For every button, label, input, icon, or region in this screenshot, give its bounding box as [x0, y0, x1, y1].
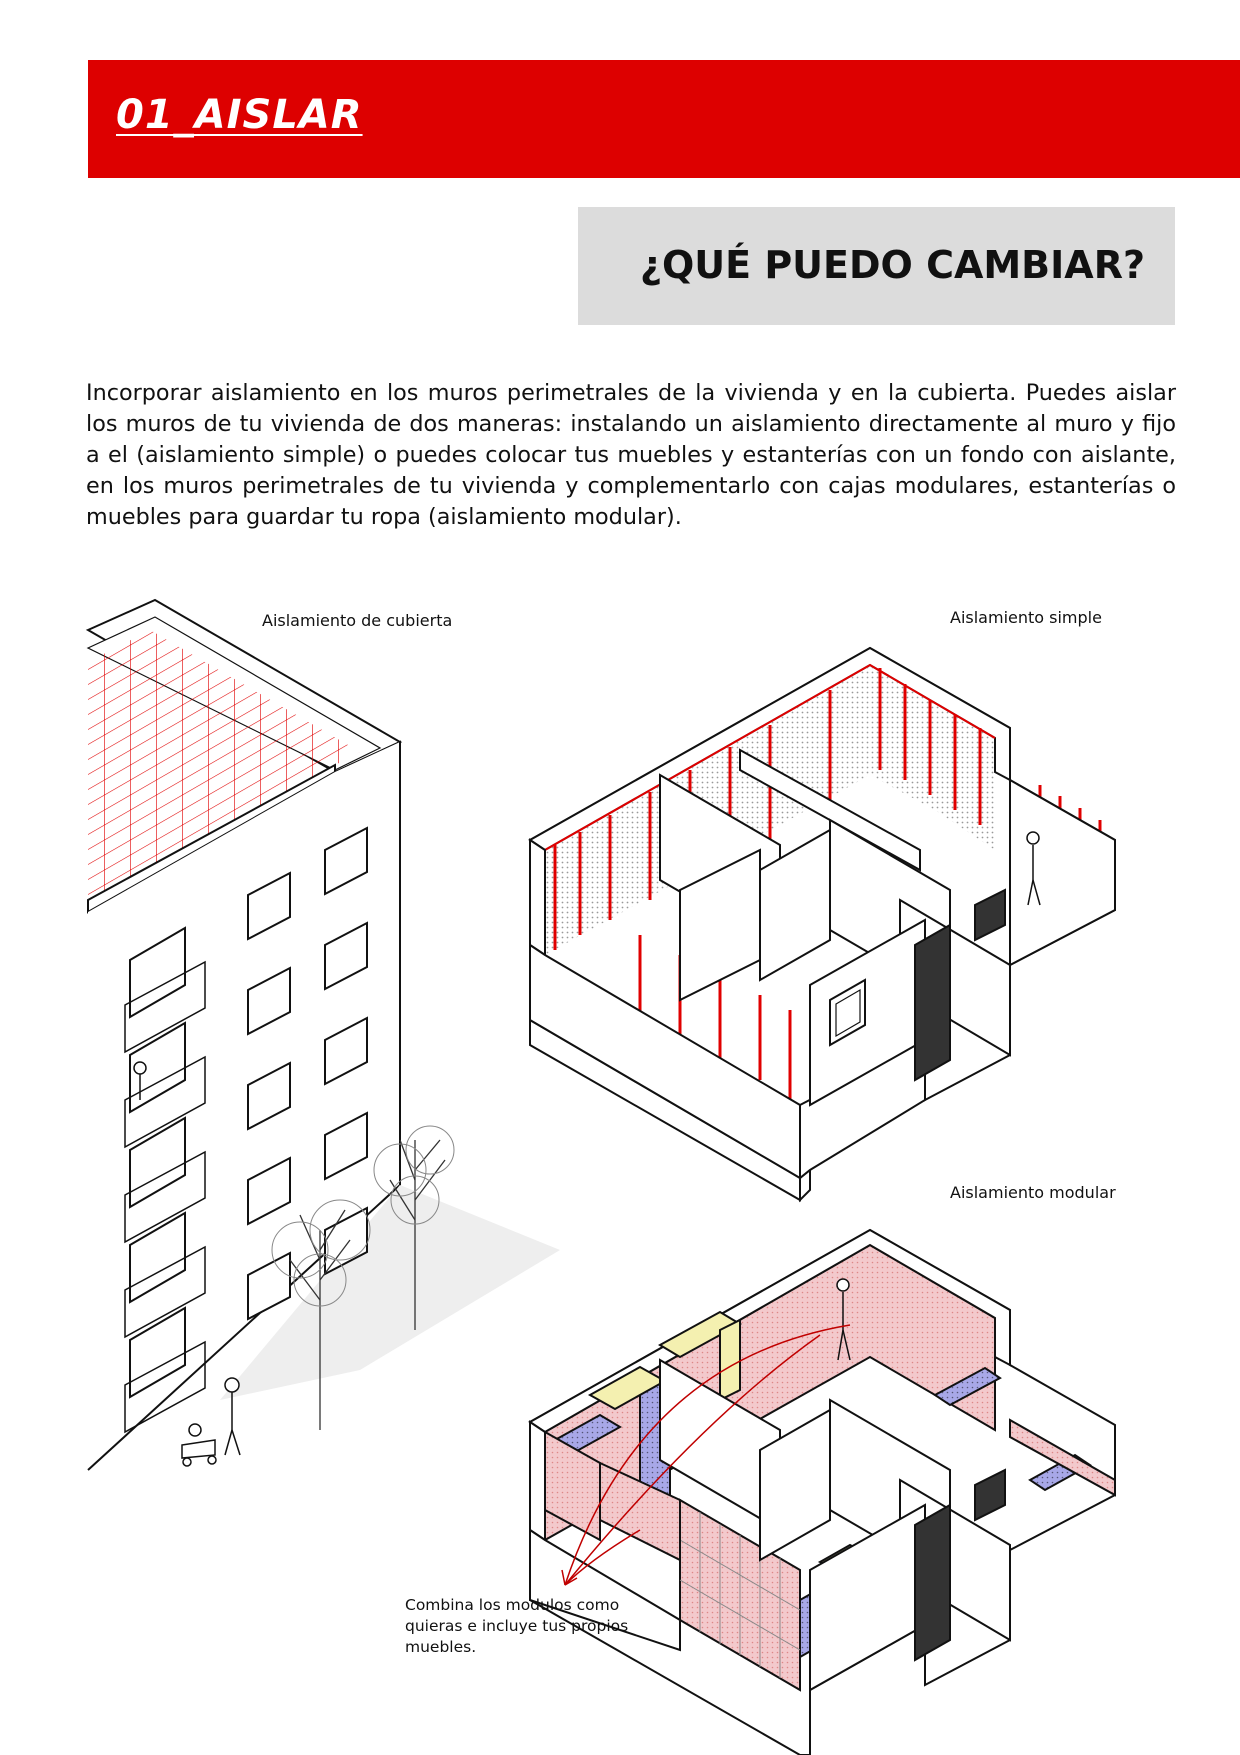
- roof-insulation-label: Aislamiento de cubierta: [262, 611, 453, 630]
- simple-insulation-label: Aislamiento simple: [950, 608, 1102, 627]
- modular-insulation-illustration: [530, 1230, 1115, 1755]
- modular-insulation-label: Aislamiento modular: [950, 1183, 1116, 1202]
- intro-paragraph: Incorporar aislamiento en los muros perimetrales de la vivienda y en la cubierta. Puedes aislar los muros de tu vivienda de dos maneras: instalando un aislamiento directamente al muro y fijo a el (aislamiento simple) o puedes colocar tus muebles y estanterías con un fondo con aislante, en los muros perimetrales de tu vivienda y complementarlo con cajas modulares, estanterías o muebles para guardar tu ropa (aislamiento modular).: [86, 380, 1176, 530]
- question-title: ¿QUÉ PUEDO CAMBIAR?: [639, 243, 1145, 287]
- section-title: 01_AISLAR: [116, 92, 363, 138]
- building-illustration: [88, 600, 560, 1470]
- simple-insulation-illustration: [530, 648, 1115, 1200]
- modular-note: Combina los modulos como quieras e incluye tus propios muebles.: [405, 1596, 629, 1656]
